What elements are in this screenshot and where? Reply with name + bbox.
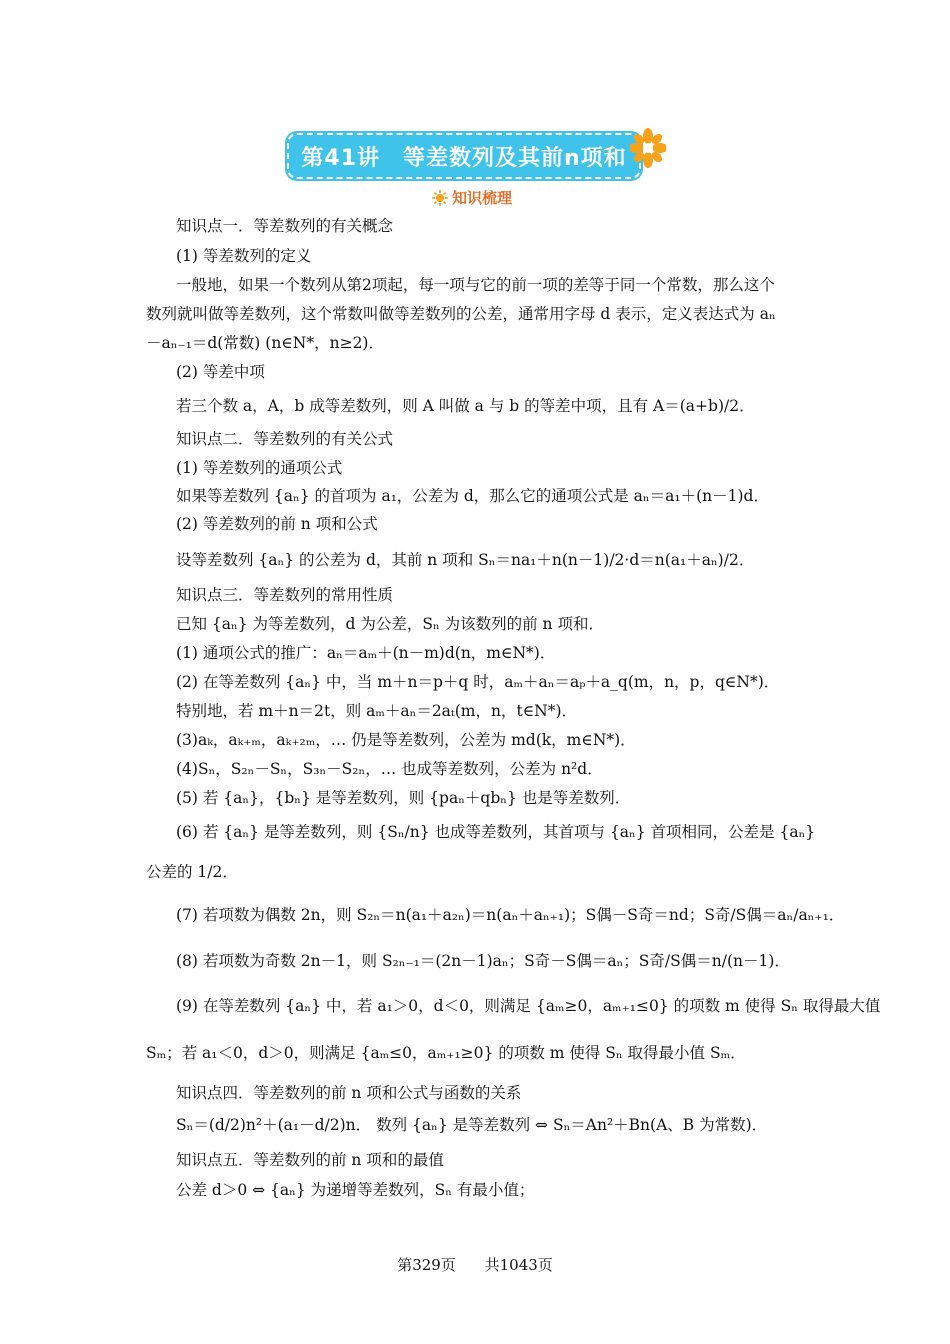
text-line: 一般地，如果一个数列从第2项起，每一项与它的前一项的差等于同一个常数，那么这个 xyxy=(176,276,775,294)
text-line: (4)Sₙ，S₂ₙ－Sₙ，S₃ₙ－S₂ₙ，… 也成等差数列，公差为 n²d． xyxy=(176,760,603,778)
text-line: 知识点四．等差数列的前 n 项和公式与函数的关系 xyxy=(176,1084,522,1102)
page-total: 共1043页 xyxy=(484,1256,553,1274)
text-line: 已知 {aₙ} 为等差数列，d 为公差，Sₙ 为该数列的前 n 项和． xyxy=(176,615,604,633)
text-line: －aₙ₋₁＝d(常数) (n∈N*，n≥2)． xyxy=(146,334,384,352)
text-line: 知识点五．等差数列的前 n 项和的最值 xyxy=(176,1151,444,1169)
text-line: 如果等差数列 {aₙ} 的首项为 a₁，公差为 d，那么它的通项公式是 aₙ＝a₁＋(n－1)d． xyxy=(176,487,769,505)
sun-icon xyxy=(432,190,448,206)
text-line: (2) 等差数列的前 n 项和公式 xyxy=(176,515,378,533)
page-footer xyxy=(0,1254,950,1275)
text-line: 知识点一．等差数列的有关概念 xyxy=(176,217,394,235)
text-line: 设等差数列 {aₙ} 的公差为 d，其前 n 项和 Sₙ＝na₁＋n(n－1)/2·d＝n(a₁＋aₙ)/2． xyxy=(176,551,755,569)
text-line: 公差的 1/2． xyxy=(146,863,238,881)
text-line: (1) 等差数列的通项公式 xyxy=(176,459,343,477)
text-line: (6) 若 {aₙ} 是等差数列，则 {Sₙ/n} 也成等差数列，其首项与 {aₙ} 首项相同，公差是 {aₙ} xyxy=(176,823,816,841)
text-line: (8) 若项数为奇数 2n－1，则 S₂ₙ₋₁＝(2n－1)aₙ；S奇－S偶＝aₙ；S奇/S偶＝n/(n－1)． xyxy=(176,952,790,970)
text-line: Sₘ；若 a₁＜0，d＞0，则满足 {aₘ≤0，aₘ₊₁≥0} 的项数 m 使得 Sₙ 取得最小值 Sₘ． xyxy=(146,1044,746,1062)
text-line: 若三个数 a，A，b 成等差数列，则 A 叫做 a 与 b 的等差中项，且有 A＝(a+b)/2． xyxy=(176,397,755,415)
text-line: (3)aₖ，aₖ₊ₘ，aₖ₊₂ₘ，… 仍是等差数列，公差为 md(k，m∈N*)． xyxy=(176,731,636,749)
text-line: (1) 等差数列的定义 xyxy=(176,247,312,265)
text-line: (7) 若项数为偶数 2n，则 S₂ₙ＝n(a₁＋a₂ₙ)＝n(aₙ＋aₙ₊₁)；S偶－S奇＝nd；S奇/S偶＝aₙ/aₙ₊₁． xyxy=(176,906,845,924)
text-line: Sₙ＝(d/2)n²＋(a₁－d/2)n． 数列 {aₙ} 是等差数列 ⇔ Sₙ＝An²＋Bn(A、B 为常数)． xyxy=(176,1116,768,1134)
text-line: (2) 在等差数列 {aₙ} 中，当 m＋n＝p＋q 时，aₘ＋aₙ＝aₚ＋a_q(m，n，p，q∈N*)． xyxy=(176,673,780,691)
page-number: 第329页 xyxy=(397,1256,456,1274)
text-line: 知识点二．等差数列的有关公式 xyxy=(176,430,394,448)
text-line: (5) 若 {aₙ}，{bₙ} 是等差数列，则 {paₙ＋qbₙ} 也是等差数列． xyxy=(176,789,631,807)
text-line: 知识点三．等差数列的常用性质 xyxy=(176,586,394,604)
text-line: (1) 通项公式的推广：aₙ＝aₘ＋(n－m)d(n，m∈N*)． xyxy=(176,644,556,662)
section-title: 知识梳理 xyxy=(452,189,513,207)
text-line: (9) 在等差数列 {aₙ} 中，若 a₁＞0，d＜0，则满足 {aₘ≥0，aₘ₊₁≤0} 的项数 m 使得 Sₙ 取得最大值 xyxy=(176,997,881,1015)
flower-icon xyxy=(630,128,666,168)
text-line: (2) 等差中项 xyxy=(176,363,265,381)
text-line: 公差 d＞0 ⇔ {aₙ} 为递增等差数列，Sₙ 有最小值； xyxy=(176,1181,535,1199)
lecture-title: 第41讲 等差数列及其前n项和 xyxy=(301,145,627,171)
section-heading xyxy=(432,187,512,208)
lecture-title-banner xyxy=(287,133,641,179)
text-line: 数列就叫做等差数列，这个常数叫做等差数列的公差，通常用字母 d 表示，定义表达式为 aₙ xyxy=(146,305,776,323)
text-line: 特别地，若 m＋n＝2t，则 aₘ＋aₙ＝2aₜ(m，n，t∈N*)． xyxy=(176,702,578,720)
